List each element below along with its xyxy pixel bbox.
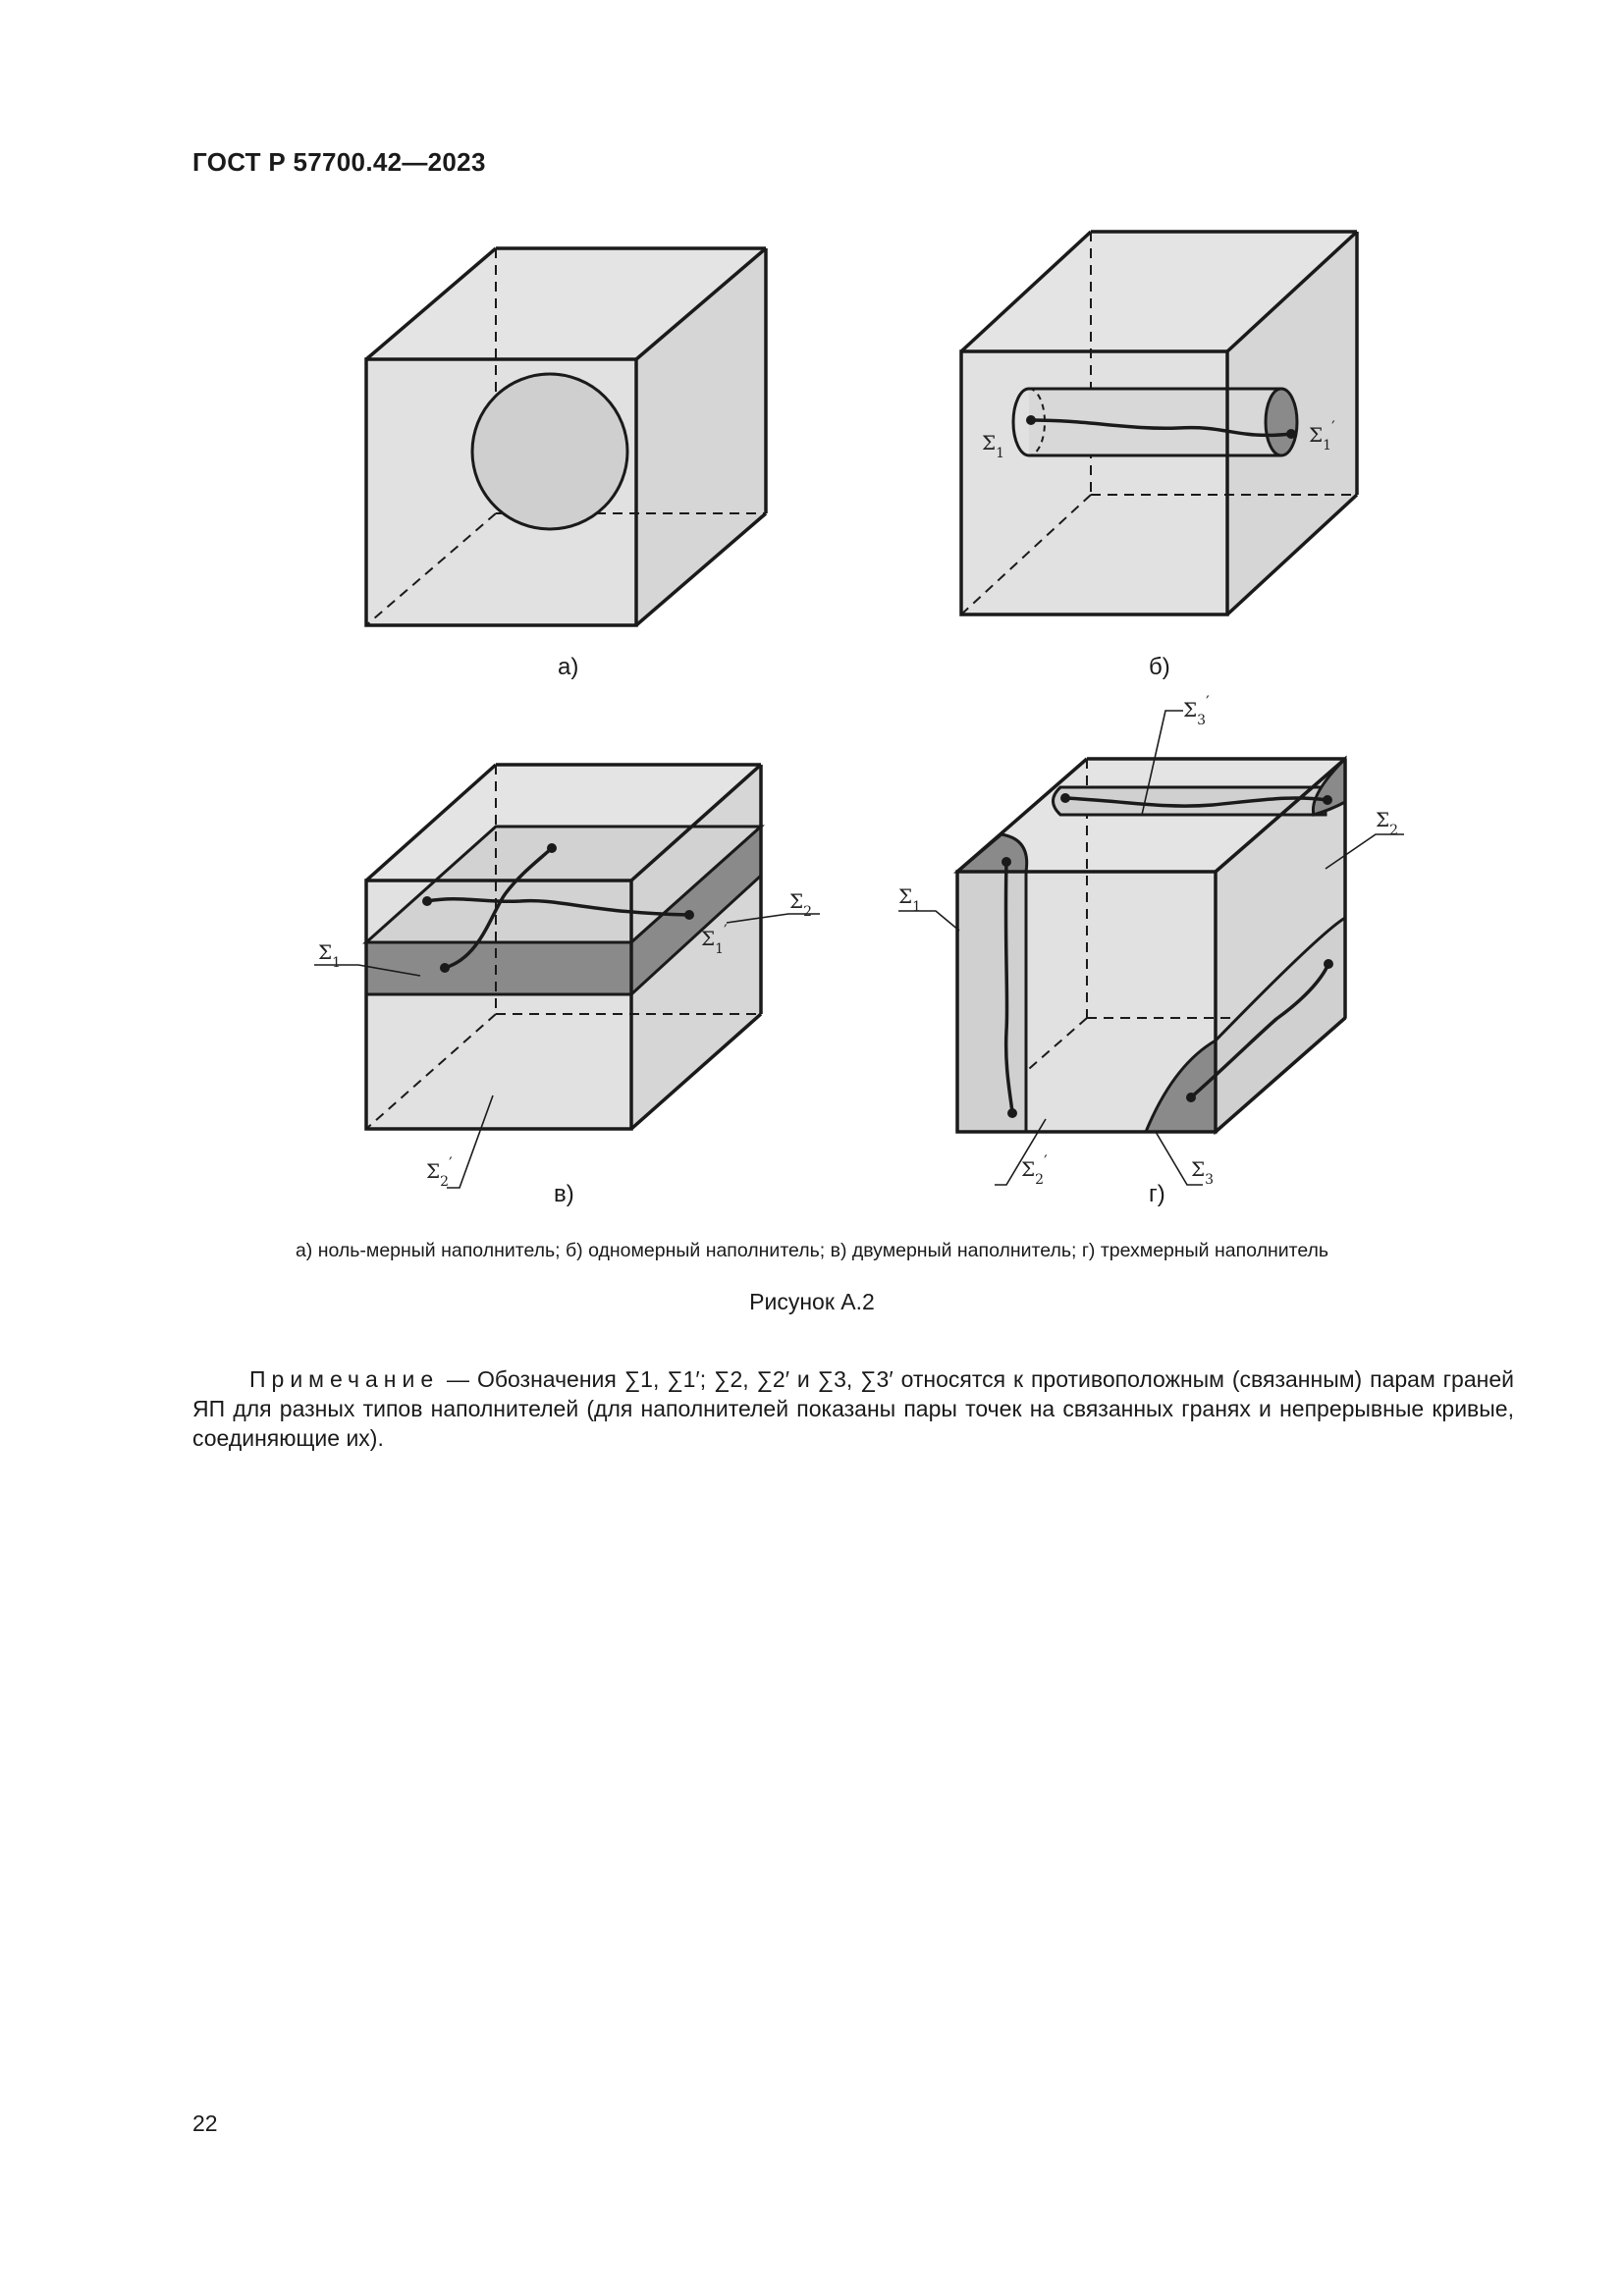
sigma-2-label: $\Sigma_2$ [1376, 808, 1399, 838]
sigma-2-prime-label: $\Sigma_2'$ [426, 1153, 453, 1190]
sigma-3-prime-label: $\Sigma_3'$ [1183, 692, 1210, 728]
sigma-2-label: $\Sigma_2$ [789, 889, 813, 920]
sigma-1-label: $\Sigma_1$ [318, 940, 342, 971]
figure-caption: а) ноль-мерный наполнитель; б) одномерный наполнитель; в) двумерный наполнитель; г) трехмерный наполнитель [295, 1240, 1329, 1261]
figure-v-two-dim [304, 756, 825, 1188]
note-symbols: ∑1, ∑1′; ∑2, ∑2′ и ∑3, ∑3′ [623, 1366, 893, 1392]
figure-b-label: б) [1149, 654, 1170, 680]
figure-a-zero-dim [353, 236, 776, 628]
document-header: ГОСТ Р 57700.42—2023 [192, 147, 486, 177]
figure-b-one-dim [943, 224, 1365, 626]
figure-v-label: в) [554, 1181, 574, 1207]
sigma-1-label: $\Sigma_1$ [898, 884, 922, 915]
figure-a-label: а) [558, 654, 579, 680]
note-dash: — Обозначения [439, 1366, 624, 1392]
sigma-1-prime-label: $\Sigma_1'$ [701, 921, 728, 957]
sigma-1-left-label: $\Sigma_1$ [982, 431, 1005, 461]
zero-dim-filler-sphere [472, 374, 627, 529]
sigma-2-prime-label: $\Sigma_2'$ [1021, 1151, 1048, 1188]
note-paragraph [192, 1364, 1514, 1453]
two-dim-filler-layer-front [366, 942, 631, 994]
three-dim-filler-left-rod [957, 872, 1026, 1132]
page-number: 22 [192, 2110, 218, 2136]
figure-g-label: г) [1149, 1181, 1165, 1207]
figure-title: Рисунок А.2 [749, 1289, 875, 1314]
note-prefix: Примечание [249, 1366, 440, 1392]
figure-g-three-dim [889, 692, 1409, 1188]
sigma-3-label: $\Sigma_3$ [1191, 1157, 1215, 1188]
note-text: относятся к противоположным (связанным) парам граней ЯП для разных типов наполнителей (для наполнителей показаны пары точек на связанных гранях и непрерывные кривые, соединяющие их). [192, 1366, 1514, 1451]
sigma-1-right-label: $\Sigma_1'$ [1309, 417, 1335, 454]
